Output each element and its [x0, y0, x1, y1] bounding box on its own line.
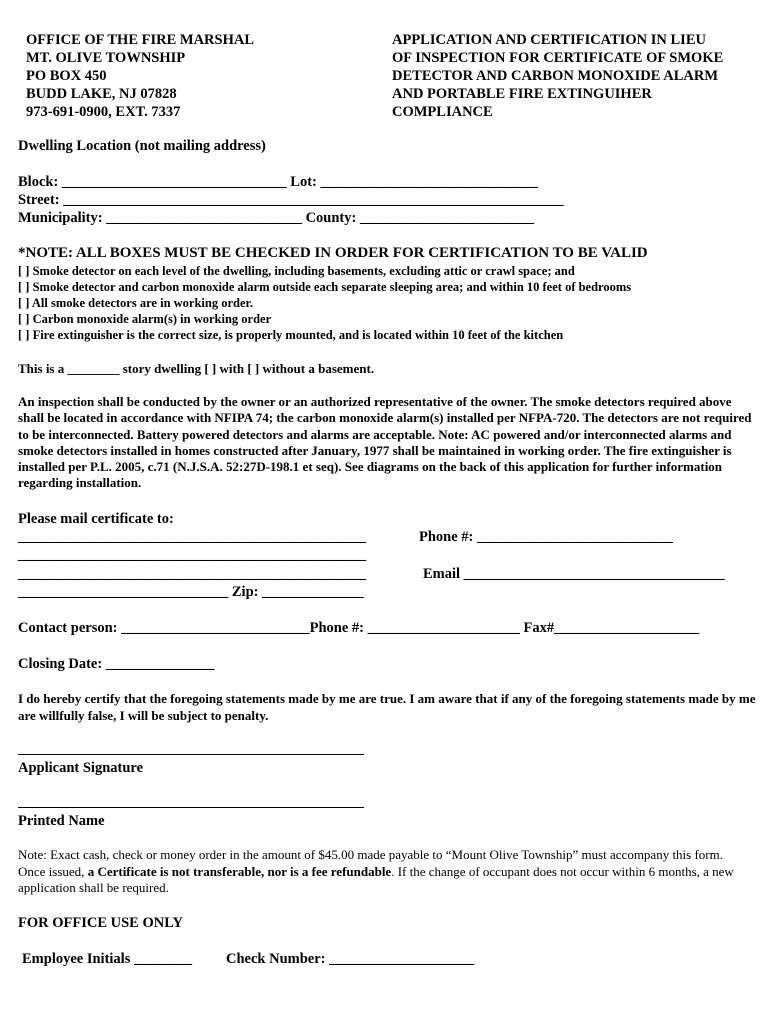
form-title-line-3: DETECTOR AND CARBON MONOXIDE ALARM — [392, 68, 719, 84]
fee-note-text-1: Note: Exact cash, check or money order in the amount of $45.00 made payable to “Mount Olive Township” must accompany this form. Once issued, — [18, 847, 724, 879]
check-number-field[interactable]: Check Number: ____________________ — [226, 951, 475, 967]
mail-address-line-1[interactable]: ________________________________________________ — [18, 529, 366, 545]
mail-phone-field[interactable]: Phone #: ___________________________ — [419, 529, 673, 545]
employee-initials-field[interactable]: Employee Initials ________ — [22, 951, 192, 967]
contact-person-field[interactable]: Contact person: __________________________Phone #: _____________________ Fax#____________________ — [18, 620, 700, 636]
dwelling-location-heading: Dwelling Location (not mailing address) — [18, 138, 266, 154]
street-field[interactable]: Street: _____________________________________________________________________ — [18, 192, 564, 208]
mail-address-line-2[interactable]: ________________________________________________ — [18, 547, 366, 563]
form-title-line-4: AND PORTABLE FIRE EXTINGUIHER — [392, 86, 652, 102]
printed-name-label: Printed Name — [18, 813, 105, 829]
checkbox-smoke-each-level[interactable]: [ ] Smoke detector on each level of the dwelling, including basements, excluding attic or crawl space; and — [18, 264, 575, 278]
township-name: MT. OLIVE TOWNSHIP — [26, 50, 186, 66]
municipality-county-field[interactable]: Municipality: ___________________________ County: ________________________ — [18, 210, 534, 226]
office-name: OFFICE OF THE FIRE MARSHAL — [26, 32, 254, 48]
office-use-heading: FOR OFFICE USE ONLY — [18, 915, 184, 931]
mail-email-field[interactable]: Email ____________________________________ — [423, 566, 725, 582]
form-title-line-5: COMPLIANCE — [392, 104, 493, 120]
city-state-zip: BUDD LAKE, NJ 07828 — [26, 86, 177, 102]
certification-statement: I do hereby certify that the foregoing statements made by me are true. I am aware that if any of the foregoing statements made by me are willfully false, I will be subject to penalty. — [18, 691, 756, 723]
office-address-block — [26, 31, 254, 121]
applicant-signature-label: Applicant Signature — [18, 760, 144, 776]
checkbox-smoke-working[interactable]: [ ] All smoke detectors are in working order. — [18, 296, 254, 310]
inspection-paragraph: An inspection shall be conducted by the owner or an authorized representative of the owner. The smoke detectors required above shall be located in accordance with NFIPA 74; the carbon monoxide alarm(s) installed per NFPA-720. The detectors are not required to be interconnected. Battery powered detectors and alarms are acceptable. Note: AC powered and/or interconnected alarms and smoke detectors installed in homes constructed after January, 1977 shall be maintained in working order. The fire extinguisher is installed per P.L. 2005, c.71 (N.J.S.A. 52:27D-198.1 et seq). See diagrams on the back of this application for further information regarding installation. — [18, 394, 752, 491]
form-title-block — [392, 31, 723, 121]
checkbox-sleeping-area[interactable]: [ ] Smoke detector and carbon monoxide alarm outside each separate sleeping area; and within 10 feet of bedrooms — [18, 280, 632, 294]
checkbox-fire-extinguisher[interactable]: [ ] Fire extinguisher is the correct size, is properly mounted, and is located within 10 feet of the kitchen — [18, 328, 564, 342]
applicant-signature-line[interactable] — [18, 754, 364, 755]
checkbox-co-working[interactable]: [ ] Carbon monoxide alarm(s) in working order — [18, 312, 272, 326]
block-lot-field[interactable]: Block: _______________________________ Lot: ______________________________ — [18, 174, 538, 190]
story-dwelling-field[interactable]: This is a ________ story dwelling [ ] with [ ] without a basement. — [18, 361, 375, 376]
mail-address-line-3[interactable]: ________________________________________________ — [18, 566, 366, 582]
mail-zip-field[interactable]: _____________________________ Zip: ______________ — [18, 584, 364, 600]
closing-date-field[interactable]: Closing Date: _______________ — [18, 656, 215, 672]
fee-note-text-2: . If the change of occupant does not occur within 6 months, a new application shall be required. — [18, 863, 734, 895]
form-title-line-1: APPLICATION AND CERTIFICATION IN LIEU — [392, 32, 706, 48]
checkbox-note-heading: *NOTE: ALL BOXES MUST BE CHECKED IN ORDER FOR CERTIFICATION TO BE VALID — [18, 245, 648, 261]
office-phone: 973-691-0900, EXT. 7337 — [26, 104, 181, 120]
mail-certificate-heading: Please mail certificate to: — [18, 511, 174, 527]
fee-note-bold: a Certificate is not transferable, nor is a fee refundable — [87, 863, 392, 879]
po-box: PO BOX 450 — [26, 68, 107, 84]
form-title-line-2: OF INSPECTION FOR CERTIFICATE OF SMOKE — [392, 50, 724, 66]
fee-note — [18, 847, 743, 897]
printed-name-line[interactable] — [18, 807, 364, 808]
